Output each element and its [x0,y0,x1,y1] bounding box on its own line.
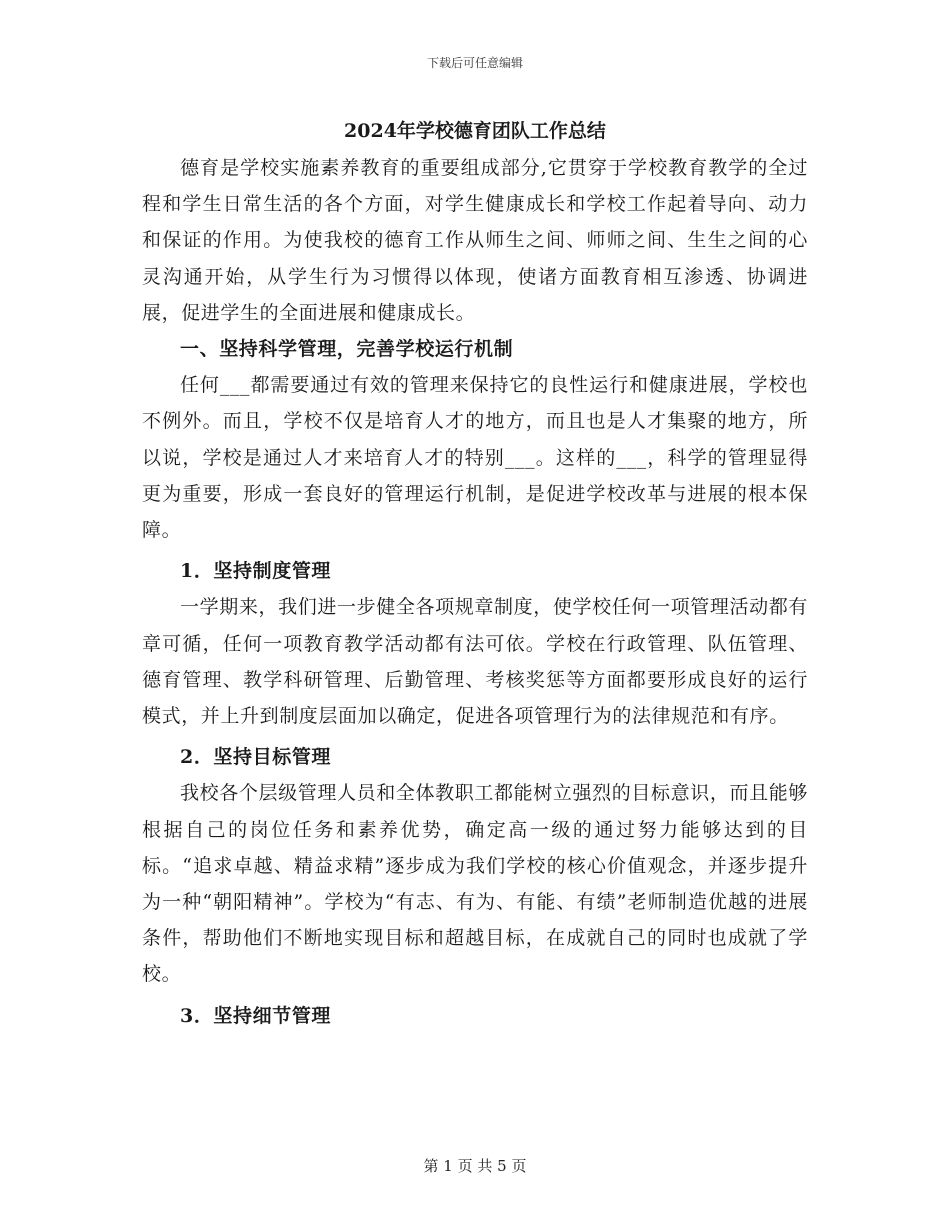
section-1-paragraph: 任何___都需要通过有效的管理来保持它的良性运行和健康进展，学校也不例外。而且，学校不仅是培育人才的地方，而且也是人才集聚的地方，所以说，学校是通过人才来培育人才的特别___。这样的___，科学的管理显得更为重要，形成一套良好的管理运行机制，是促进学校改革与进展的根本保障。 [142,374,808,542]
page-footer: 第 1 页 共 5 页 [423,1157,527,1175]
subsection-1-heading: 1．坚持制度管理 [180,560,332,583]
subsection-1-paragraph: 一学期来，我们进一步健全各项规章制度，使学校任何一项管理活动都有章可循，任何一项教育教学活动都有法可依。学校在行政管理、队伍管理、德育管理、教学科研管理、后勤管理、考核奖惩等方面都要形成良好的运行模式，并上升到制度层面加以确定，促进各项管理行为的法律规范和有序。 [142,596,808,728]
intro-paragraph: 德育是学校实施素养教育的重要组成部分,它贯穿于学校教育教学的全过程和学生日常生活的各个方面，对学生健康成长和学校工作起着导向、动力和保证的作用。为使我校的德育工作从师生之间、师师之间、生生之间的心灵沟通开始，从学生行为习惯得以体现，使诸方面教育相互渗透、协调进展，促进学生的全面进展和健康成长。 [142,157,808,324]
subsection-3-heading: 3．坚持细节管理 [180,1004,332,1027]
header-note: 下载后可任意编辑 [426,56,523,70]
section-1-heading: 一、坚持科学管理，完善学校运行机制 [180,338,514,361]
subsection-2-paragraph: 我校各个层级管理人员和全体教职工都能树立强烈的目标意识，而且能够根据自己的岗位任务和素养优势，确定高一级的通过努力能够达到的目标。“追求卓越、精益求精”逐步成为我们学校的核心价值观念，并逐步提升为一种“朝阳精神”。学校为“有志、有为、有能、有绩”老师制造优越的进展条件，帮助他们不断地实现目标和超越目标，在成就自己的同时也成就了学校。 [142,782,808,986]
subsection-2-heading: 2．坚持目标管理 [180,746,332,769]
document-title: 2024年学校德育团队工作总结 [344,120,606,142]
document-body [142,150,808,1034]
